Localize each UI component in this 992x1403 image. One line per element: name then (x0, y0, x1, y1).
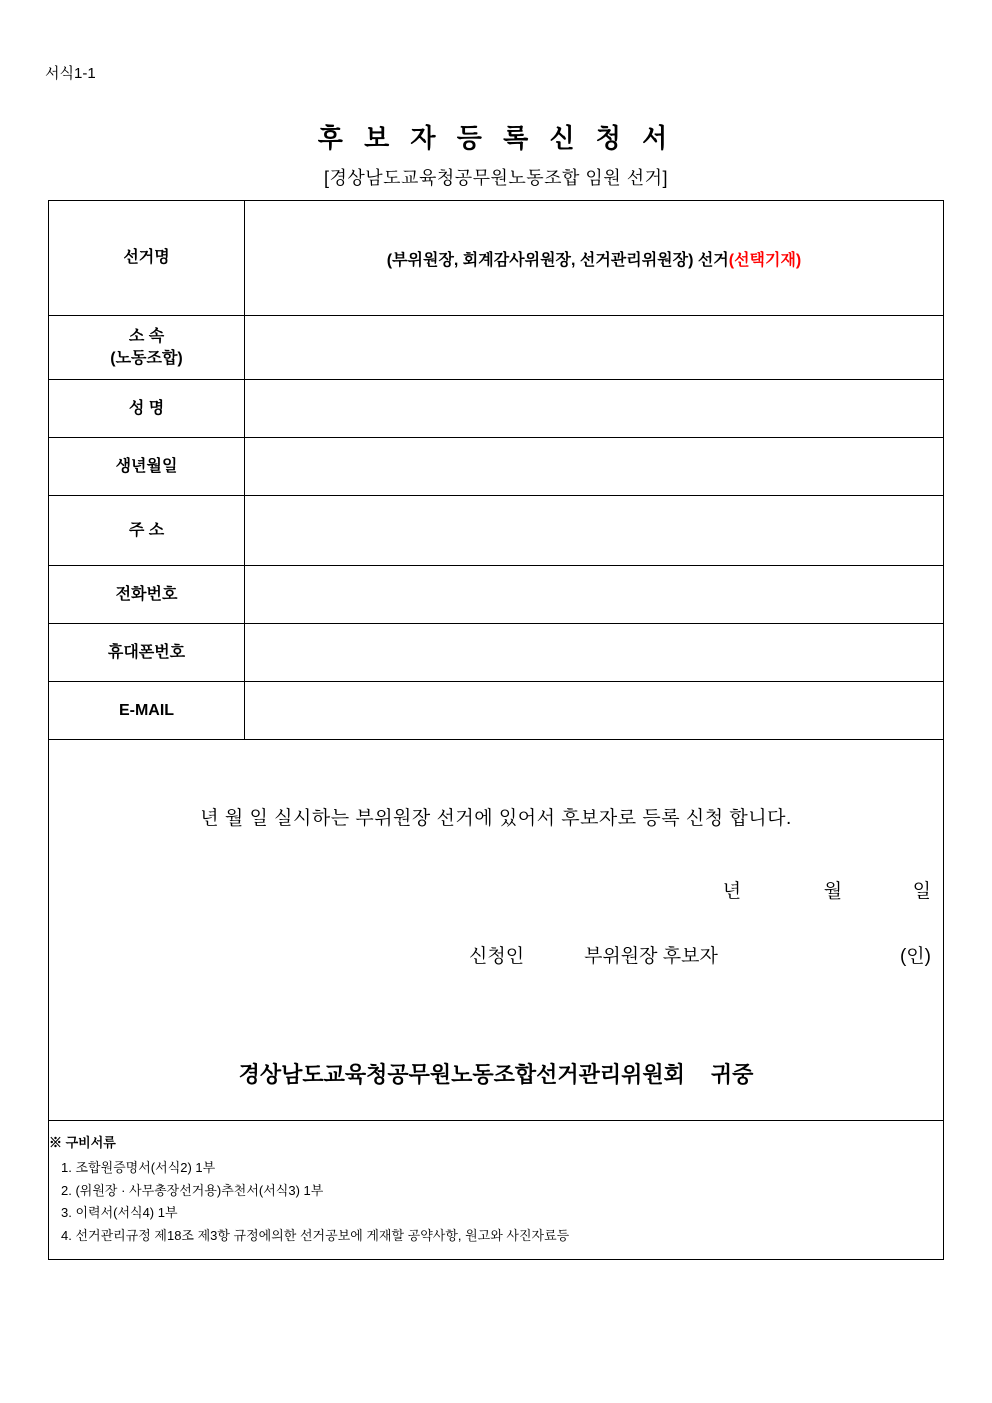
table-row-email (49, 682, 944, 740)
row-value-birthdate[interactable] (245, 438, 944, 496)
addressee-line (49, 1058, 943, 1089)
election-name-text: (부위원장, 회계감사위원장, 선거관리위원장) 선거 (386, 251, 729, 269)
list-item: 4. 선거관리규정 제18조 제3항 규정에의한 선거공보에 게재할 공약사항, 원고와 사진자료등 (61, 1228, 570, 1244)
signature-date-line (49, 876, 943, 903)
list-item: 2. (위원장 · 사무총장선거용)추천서(서식3) 1부 (61, 1182, 324, 1198)
row-value-affiliation[interactable] (245, 316, 944, 380)
table-row-statement (49, 740, 944, 1121)
row-label-phone: 전화번호 (49, 566, 245, 624)
date-month-label: 월 (823, 881, 843, 902)
statement-text: 년 월 일 실시하는 부위원장 선거에 있어서 후보자로 등록 신청 합니다. (200, 808, 792, 829)
table-row-affiliation (49, 316, 944, 380)
notes-list (49, 1157, 943, 1248)
election-name-note: (선택기재) (728, 251, 802, 269)
applicant-role: 부위원장 후보자 (584, 946, 718, 967)
applicant-label: 신청인 (469, 946, 525, 967)
seal-mark: (인) (899, 946, 931, 967)
date-year-label: 년 (722, 881, 742, 902)
row-value-email[interactable] (245, 682, 944, 740)
row-value-name[interactable] (245, 380, 944, 438)
date-day-label: 일 (912, 881, 931, 902)
page-title: 후 보 자 등 록 신 청 서 (317, 123, 675, 153)
row-label-name: 성 명 (49, 380, 245, 438)
row-label-address: 주 소 (49, 496, 245, 566)
row-label-mobile: 휴대폰번호 (49, 624, 245, 682)
application-table (48, 200, 944, 1260)
row-value-mobile[interactable] (245, 624, 944, 682)
statement-cell (49, 740, 944, 1121)
row-value-address[interactable] (245, 496, 944, 566)
form-code: 서식1-1 (45, 65, 96, 82)
table-row-address (49, 496, 944, 566)
page-subtitle: [경상남도교육청공무원노동조합 임원 선거] (324, 168, 668, 188)
row-label-affiliation (49, 316, 245, 380)
row-value-election-name[interactable] (245, 201, 944, 316)
addressee-honorific: 귀중 (710, 1062, 754, 1087)
affiliation-label-line1: 소 속 (128, 327, 165, 345)
table-row-phone (49, 566, 944, 624)
row-value-phone[interactable] (245, 566, 944, 624)
applicant-line (49, 941, 943, 968)
table-row-name (49, 380, 944, 438)
row-label-election-name: 선거명 (49, 201, 245, 316)
notes-cell (49, 1121, 944, 1260)
addressee-name: 경상남도교육청공무원노동조합선거관리위원회 (238, 1062, 685, 1087)
table-row-election-name (49, 201, 944, 316)
table-row-notes (49, 1121, 944, 1260)
notes-title: ※ 구비서류 (49, 1135, 116, 1151)
table-row-birthdate (49, 438, 944, 496)
list-item: 3. 이력서(서식4) 1부 (61, 1205, 178, 1221)
row-label-email: E-MAIL (49, 682, 245, 740)
table-row-mobile (49, 624, 944, 682)
list-item: 1. 조합원증명서(서식2) 1부 (61, 1159, 216, 1175)
affiliation-label-line2: (노동조합) (110, 349, 183, 367)
row-label-birthdate: 생년월일 (49, 438, 245, 496)
